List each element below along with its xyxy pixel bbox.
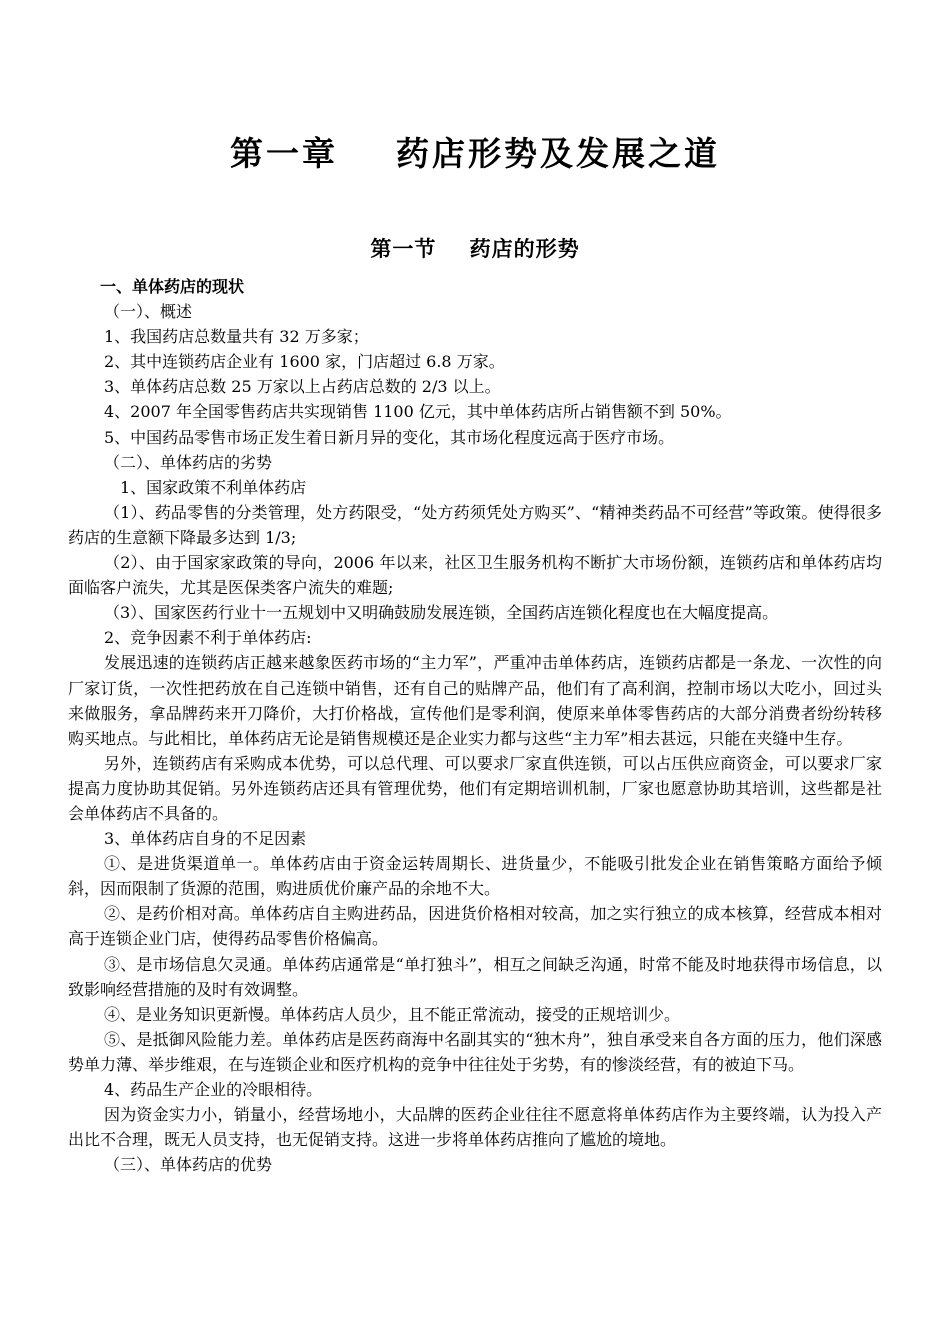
overview-line: 1、我国药店总数量共有 32 万多家； [104,327,369,347]
item-competition: 2、竞争因素不利于单体药店: [104,628,312,648]
overview-line: 5、中国药品零售市场正发生着日新月异的变化，其市场化程度远高于医疗市场。 [104,427,675,447]
subheading-disadvantages: （二）、单体药店的劣势 [104,452,273,472]
competition-paragraph: 发展迅速的连锁药店正越来越象医药市场的“主力军”，严重冲击单体药店，连锁药店都是一条龙、一次性的向厂家订货，一次性把药放在自己连锁中销售，还有自己的贴牌产品，他们有了高利润，控制市场以大吃小，回过头来做服务，拿品牌药来开刀降价，大打价格战，宣传他们是零利润，使原来单体零售药店的大部分消费者纷纷转移购买地点。与此相比，单体药店无论是销售规模还是企业实力都与这些“主力军”相去甚远，只能在夹缝中生存。 [68,653,882,748]
competition-paragraph: 另外，连锁药店有采购成本优势，可以总代理、可以要求厂家直供连锁，可以占压供应商资金，可以要求厂家提高力度协助其促销。另外连锁药店还具有管理优势，他们有定期培训机制，厂家也愿意协助其培训，这些都是社会单体药店不具备的。 [68,753,882,823]
overview-line: 4、2007 年全国零售药店共实现销售 1100 亿元，其中单体药店所占销售额不到 50%。 [104,402,732,422]
shortcoming-point: ⑤、是抵御风险能力差。单体药店是医药商海中名副其实的“独木舟”，独自承受来自各方面的压力，他们深感势单力薄、举步维艰，在与连锁企业和医疗机构的竞争中往往处于劣势，有的惨淡经营，有的被迫下马。 [68,1029,882,1074]
overview-line: 3、单体药店总数 25 万家以上占药店总数的 2/3 以上。 [104,377,501,397]
subheading-overview: （一）、概述 [104,302,193,322]
shortcoming-point: ④、是业务知识更新慢。单体药店人员少，且不能正常流动，接受的正规培训少。 [104,1004,681,1024]
policy-point: （1）、药品零售的分类管理，处方药限受，“处方药须凭处方购买”、“精神类药品不可经营”等政策。使得很多药店的生意额下降最多达到 1/3; [68,502,882,547]
section-title: 第一节 药店的形势 [370,236,580,261]
manufacturers-paragraph: 因为资金实力小，销量小，经营场地小，大品牌的医药企业往往不愿意将单体药店作为主要终端，认为投入产出比不合理，既无人员支持，也无促销支持。这进一步将单体药店推向了尴尬的境地。 [68,1105,882,1150]
shortcoming-point: ①、是进货渠道单一。单体药店由于资金运转周期长、进货量少，不能吸引批发企业在销售策略方面给予倾斜，因而限制了货源的范围，购进质优价廉产品的余地不大。 [68,854,882,899]
item-own-shortcomings: 3、单体药店自身的不足因素 [104,829,307,849]
overview-line: 2、其中连锁药店企业有 1600 家，门店超过 6.8 万家。 [104,352,505,372]
shortcoming-point: ②、是药价相对高。单体药店自主购进药品，因进货价格相对较高，加之实行独立的成本核算，经营成本相对高于连锁企业门店，使得药品零售价格偏高。 [68,904,882,949]
subheading-advantages: （三）、单体药店的优势 [104,1155,273,1175]
policy-point: （3）、国家医药行业十一五规划中又明确鼓励发展连锁，全国药店连锁化程度也在大幅度提高。 [104,603,779,623]
policy-point: （2）、由于国家家政策的导向，2006 年以来，社区卫生服务机构不断扩大市场份额，连锁药店和单体药店均面临客户流失，尤其是医保类客户流失的难题; [68,553,882,598]
chapter-title: 第一章 药店形势及发展之道 [230,134,720,173]
document-body [68,274,882,1177]
heading-current-status: 一、单体药店的现状 [100,277,245,296]
shortcoming-point: ③、是市场信息欠灵通。单体药店通常是“单打独斗”，相互之间缺乏沟通，时常不能及时地获得市场信息，以致影响经营措施的及时有效调整。 [68,954,882,999]
item-manufacturers: 4、药品生产企业的冷眼相待。 [104,1080,323,1099]
item-policy: 1、国家政策不利单体药店 [120,477,307,497]
